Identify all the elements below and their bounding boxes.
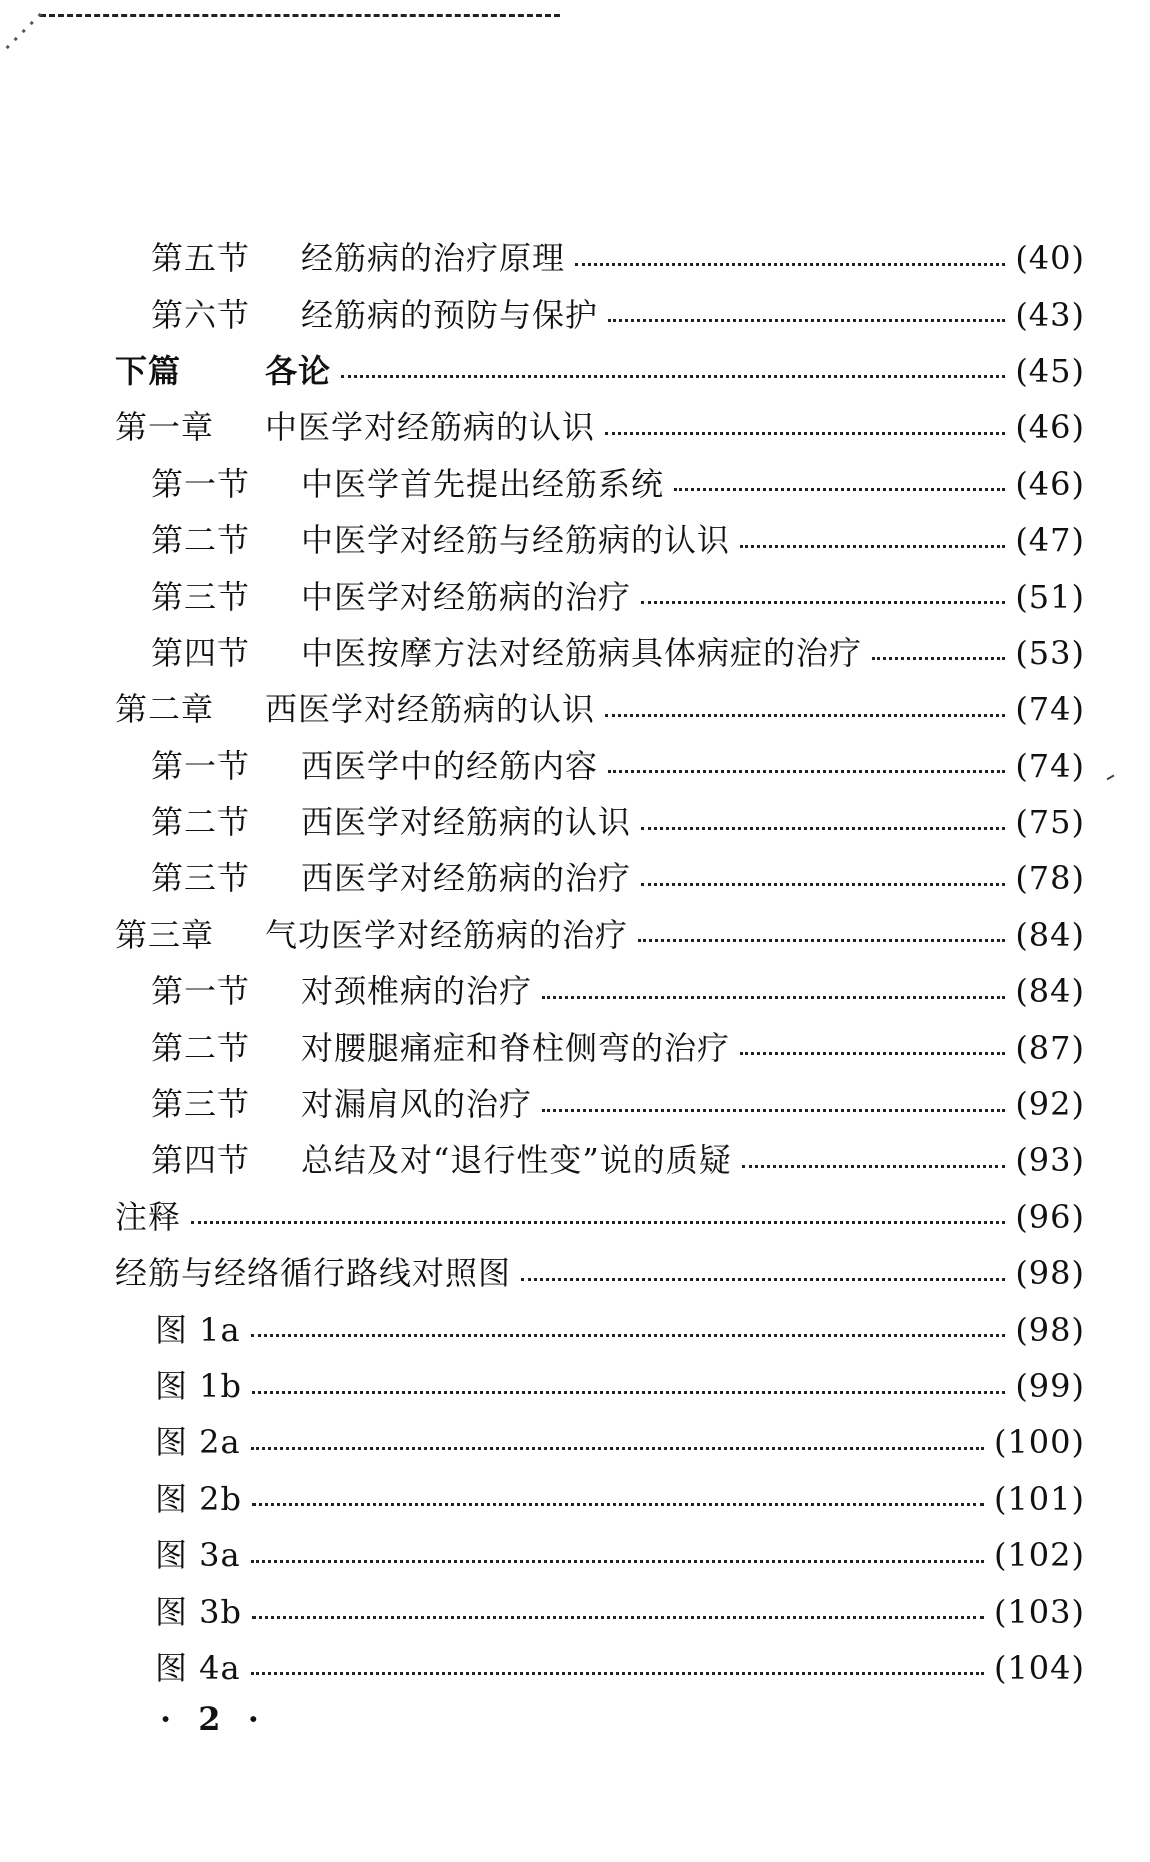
toc-title: 经筋与经络循行路线对照图	[115, 1254, 512, 1293]
page-number: · 2 ·	[160, 1700, 267, 1738]
toc-section-label: 第二节	[151, 803, 251, 842]
toc-page-number: (78)	[1015, 859, 1085, 898]
dot-leader	[251, 1560, 984, 1563]
toc-section-label: 下篇	[115, 351, 182, 390]
dot-leader	[252, 1616, 984, 1619]
toc-section-label: 第一节	[151, 972, 251, 1011]
toc-entry[interactable]	[115, 1132, 1085, 1188]
dot-leader	[341, 375, 1005, 378]
toc-page-number: (98)	[1015, 1310, 1085, 1349]
toc-page-number: (96)	[1015, 1197, 1085, 1236]
toc-section-label: 第三章	[115, 915, 215, 954]
toc-entry[interactable]	[115, 399, 1085, 455]
toc-title: 西医学中的经筋内容	[301, 746, 599, 785]
toc-entry[interactable]	[115, 1527, 1085, 1583]
toc-section-label: 第四节	[151, 633, 251, 672]
toc-entry[interactable]	[115, 850, 1085, 906]
watermark-stamp-icon	[2, 6, 72, 56]
toc-entry[interactable]	[115, 568, 1085, 624]
toc-page-number: (103)	[993, 1592, 1085, 1631]
toc-section-label: 第二节	[151, 1028, 251, 1067]
toc-title: 西医学对经筋病的认识	[301, 803, 632, 842]
toc-entry[interactable]	[115, 456, 1085, 512]
dot-leader	[605, 432, 1005, 435]
dot-leader	[641, 883, 1005, 886]
dot-leader	[641, 601, 1005, 604]
toc-page-number: (53)	[1015, 633, 1085, 672]
toc-section-label: 第一节	[151, 746, 251, 785]
toc-title: 图 3b	[155, 1592, 243, 1631]
toc-page-number: (100)	[993, 1423, 1085, 1462]
toc-entry[interactable]	[115, 738, 1085, 794]
dot-leader	[638, 939, 1005, 942]
toc-title: 图 1a	[155, 1310, 241, 1349]
toc-title: 中医学对经筋与经筋病的认识	[301, 521, 731, 560]
toc-page-number: (46)	[1015, 408, 1085, 447]
dot-leader	[608, 770, 1005, 773]
toc-page-number: (104)	[993, 1648, 1085, 1687]
dot-leader	[251, 1447, 984, 1450]
edge-speck	[1107, 775, 1118, 786]
toc-entry[interactable]	[115, 963, 1085, 1019]
toc-entry[interactable]	[115, 907, 1085, 963]
toc-entry[interactable]	[115, 230, 1085, 286]
toc-title: 中医按摩方法对经筋病具体病症的治疗	[301, 633, 863, 672]
toc-title: 对漏肩风的治疗	[301, 1085, 533, 1124]
dot-leader	[542, 996, 1005, 999]
toc-entry[interactable]	[115, 1189, 1085, 1245]
toc-title: 经筋病的预防与保护	[301, 295, 599, 334]
dot-leader	[872, 657, 1005, 660]
dot-leader	[641, 827, 1005, 830]
toc-title: 对颈椎病的治疗	[301, 972, 533, 1011]
toc-page-number: (98)	[1015, 1254, 1085, 1293]
toc-section-label: 第五节	[151, 239, 251, 278]
table-of-contents	[115, 230, 1085, 1696]
toc-title: 图 4a	[155, 1648, 241, 1687]
dot-leader	[608, 319, 1005, 322]
toc-section-label: 第一节	[151, 464, 251, 503]
toc-page-number: (84)	[1015, 915, 1085, 954]
toc-section-label: 第一章	[115, 408, 215, 447]
toc-entry[interactable]	[115, 1471, 1085, 1527]
toc-entry[interactable]	[115, 286, 1085, 342]
dot-leader	[542, 1109, 1005, 1112]
toc-entry[interactable]	[115, 1245, 1085, 1301]
dot-leader	[252, 1503, 984, 1506]
toc-title: 中医学对经筋病的认识	[265, 408, 596, 447]
toc-title: 图 2b	[155, 1479, 243, 1518]
toc-section-label: 第三节	[151, 1085, 251, 1124]
toc-page-number: (47)	[1015, 521, 1085, 560]
toc-page-number: (93)	[1015, 1141, 1085, 1180]
top-dashed-rule	[40, 14, 560, 17]
toc-title: 对腰腿痛症和脊柱侧弯的治疗	[301, 1028, 731, 1067]
toc-page-number: (84)	[1015, 972, 1085, 1011]
toc-title: 注释	[115, 1197, 182, 1236]
toc-entry[interactable]	[115, 625, 1085, 681]
dot-leader	[740, 545, 1005, 548]
toc-title: 气功医学对经筋病的治疗	[265, 915, 629, 954]
toc-title: 西医学对经筋病的认识	[265, 690, 596, 729]
toc-page-number: (102)	[993, 1536, 1085, 1575]
toc-section-label: 第三节	[151, 859, 251, 898]
toc-entry[interactable]	[115, 1640, 1085, 1696]
toc-page-number: (74)	[1015, 690, 1085, 729]
dot-leader	[575, 263, 1005, 266]
toc-entry[interactable]	[115, 1019, 1085, 1075]
toc-entry[interactable]	[115, 512, 1085, 568]
dot-leader	[605, 714, 1005, 717]
toc-title: 总结及对“退行性变”说的质疑	[301, 1141, 732, 1180]
toc-entry[interactable]	[115, 1583, 1085, 1639]
dot-leader	[251, 1672, 984, 1675]
toc-page-number: (46)	[1015, 464, 1085, 503]
dot-leader	[674, 488, 1005, 491]
toc-title: 图 3a	[155, 1536, 241, 1575]
toc-title: 图 2a	[155, 1423, 241, 1462]
toc-entry[interactable]	[115, 1358, 1085, 1414]
toc-page-number: (75)	[1015, 803, 1085, 842]
toc-entry[interactable]	[115, 1301, 1085, 1357]
toc-entry[interactable]	[115, 681, 1085, 737]
toc-entry[interactable]	[115, 343, 1085, 399]
toc-section-label: 第二章	[115, 690, 215, 729]
dot-leader	[191, 1221, 1005, 1224]
toc-title: 经筋病的治疗原理	[301, 239, 566, 278]
toc-page-number: (45)	[1015, 351, 1085, 390]
dot-leader	[521, 1278, 1005, 1281]
toc-section-label: 第二节	[151, 521, 251, 560]
toc-page-number: (101)	[993, 1479, 1085, 1518]
dot-leader	[251, 1334, 1006, 1337]
toc-section-label: 第四节	[151, 1141, 251, 1180]
toc-section-label: 第六节	[151, 295, 251, 334]
toc-page-number: (99)	[1015, 1367, 1085, 1405]
toc-title: 图 1b	[155, 1367, 243, 1405]
toc-entry[interactable]	[115, 1076, 1085, 1132]
dot-leader	[740, 1052, 1005, 1055]
toc-title: 各论	[265, 351, 332, 390]
toc-page-number: (92)	[1015, 1085, 1085, 1124]
dot-leader	[742, 1165, 1006, 1168]
toc-page-number: (87)	[1015, 1028, 1085, 1067]
toc-page-number: (51)	[1015, 577, 1085, 616]
toc-title: 中医学对经筋病的治疗	[301, 577, 632, 616]
toc-entry[interactable]	[115, 1414, 1085, 1470]
toc-page-number: (74)	[1015, 746, 1085, 785]
toc-page-number: (43)	[1015, 295, 1085, 334]
dot-leader	[252, 1391, 1005, 1394]
toc-entry[interactable]	[115, 794, 1085, 850]
toc-page-number: (40)	[1015, 239, 1085, 278]
toc-section-label: 第三节	[151, 577, 251, 616]
toc-title: 中医学首先提出经筋系统	[301, 464, 665, 503]
toc-title: 西医学对经筋病的治疗	[301, 859, 632, 898]
